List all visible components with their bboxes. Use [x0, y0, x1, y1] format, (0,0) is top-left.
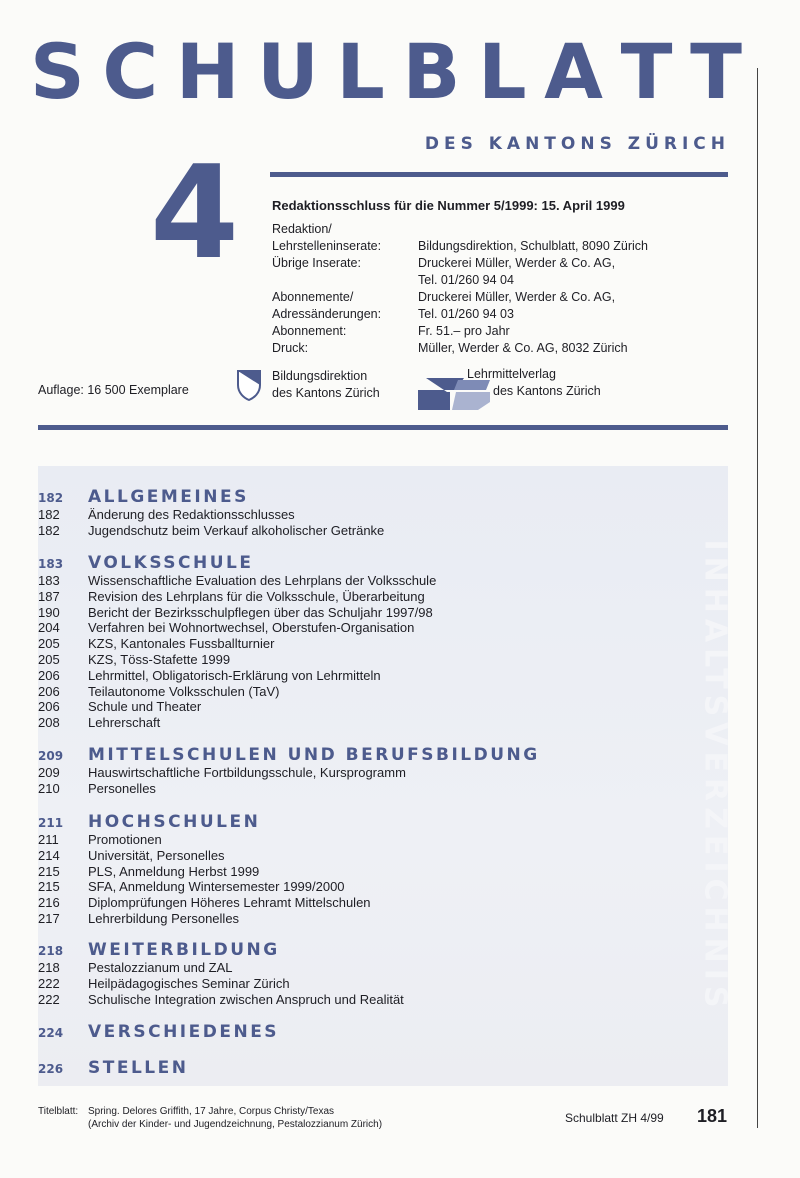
toc-entry-page: 218: [38, 960, 60, 975]
toc-entry-text: Bericht der Bezirksschulpflegen über das Schuljahr 1997/98: [88, 604, 433, 620]
toc-entry: [38, 668, 381, 684]
toc-entry-text: Schule und Theater: [88, 699, 202, 715]
lehrmittelverlag-label: [467, 366, 601, 400]
toc-section-page: 224: [38, 1026, 64, 1040]
toc-entry: [38, 684, 280, 700]
toc-section-heading: [38, 940, 280, 960]
toc-entry: [38, 864, 259, 880]
masthead-letter: U: [257, 27, 319, 116]
toc-entry-page: 210: [38, 780, 60, 796]
toc-section-title: HOCHSCHULEN: [88, 812, 261, 832]
toc-entry: [38, 848, 225, 864]
info-label: Übrige Inserate:: [272, 256, 361, 270]
masthead-letter: S: [30, 27, 85, 116]
toc-entry-text: Hauswirtschaftliche Fortbildungsschule, Kursprogramm: [88, 765, 406, 780]
toc-entry-page: 204: [38, 620, 60, 636]
toc-section-page: 209: [38, 749, 64, 763]
toc-entry: [38, 620, 414, 636]
toc-section-page: 183: [38, 557, 64, 571]
canton-shield-icon: [236, 369, 262, 401]
toc-entry-text: Lehrerbildung Personelles: [88, 911, 240, 926]
toc-section-page: 211: [38, 816, 64, 830]
toc-section-heading: [38, 1058, 188, 1078]
bildungsdirektion-line2: des Kantons Zürich: [272, 386, 380, 400]
toc-entry: [38, 832, 162, 848]
toc-entry-text: Änderung des Redaktionsschlusses: [88, 507, 295, 522]
toc-entry: [38, 589, 425, 605]
toc-entry-page: 206: [38, 667, 60, 683]
toc-entry-text: Universität, Personelles: [88, 847, 225, 863]
toc-section-heading: [38, 1022, 279, 1042]
toc-entry-page: 222: [38, 975, 60, 991]
toc-entry-text: Teilautonome Volksschulen (TaV): [88, 683, 280, 699]
toc-vertical-title-text: INHALTSVERZEICHNIS: [697, 538, 733, 1014]
masthead-letter: L: [336, 27, 385, 116]
toc-entry-page: 209: [38, 765, 60, 780]
masthead-title: [30, 27, 742, 126]
toc-entry: [38, 976, 290, 992]
toc-entry: [38, 879, 345, 895]
toc-entry: [38, 652, 230, 668]
masthead-letter: H: [175, 27, 240, 116]
toc-entry-page: 215: [38, 863, 60, 879]
toc-entry: [38, 992, 404, 1008]
toc-section-heading: [38, 553, 254, 573]
masthead-letter: L: [478, 27, 527, 116]
toc-entry-page: 206: [38, 699, 60, 715]
toc-entry-page: 208: [38, 715, 60, 731]
masthead-subtitle: DES KANTONS ZÜRICH: [424, 134, 730, 154]
info-label: Lehrstelleninserate:: [272, 239, 382, 253]
editorial-deadline: Redaktionsschluss für die Nummer 5/1999: 15. April 1999: [272, 198, 625, 213]
info-label: Druck:: [272, 341, 309, 355]
toc-entry-text: Heilpädagogisches Seminar Zürich: [88, 975, 290, 991]
info-value: Bildungsdirektion, Schulblatt, 8090 Zürich: [418, 239, 648, 253]
toc-entry-text: Revision des Lehrplans für die Volksschule, Überarbeitung: [88, 588, 425, 604]
toc-entry: [38, 636, 274, 652]
toc-entry: [38, 507, 295, 523]
toc-entry-text: KZS, Töss-Stafette 1999: [88, 652, 231, 667]
toc-entry-page: 205: [38, 652, 60, 667]
toc-entry-page: 190: [38, 604, 60, 620]
toc-section-page: 182: [38, 491, 64, 505]
toc-section-heading: [38, 745, 540, 765]
masthead-letter: T: [690, 27, 742, 116]
cover-credit: [38, 1105, 382, 1131]
toc-entry-text: Promotionen: [88, 832, 162, 847]
info-label: Adressänderungen:: [272, 307, 382, 321]
toc-entry: [38, 960, 233, 976]
info-label: Abonnemente/: [272, 290, 354, 304]
info-label: Abonnement:: [272, 324, 347, 338]
issue-number: 4: [150, 139, 240, 288]
toc-entry-page: 183: [38, 573, 60, 588]
toc-entry: [38, 765, 406, 781]
issue-reference: Schulblatt ZH 4/99: [565, 1111, 664, 1125]
toc-entry-text: KZS, Kantonales Fussballturnier: [88, 636, 275, 652]
toc-entry-page: 206: [38, 683, 60, 699]
info-value: Müller, Werder & Co. AG, 8032 Zürich: [418, 341, 628, 355]
toc-section-title: WEITERBILDUNG: [88, 940, 280, 960]
toc-entry-text: Verfahren bei Wohnortwechsel, Oberstufen-Organisation: [88, 620, 415, 636]
toc-entry-page: 187: [38, 588, 60, 604]
toc-entry-text: Lehrerschaft: [88, 715, 161, 731]
toc-entry: [38, 911, 239, 927]
cover-credit-line2: (Archiv der Kinder- und Jugendzeichnung, Pestalozzianum Zürich): [88, 1119, 383, 1130]
toc-entry-text: PLS, Anmeldung Herbst 1999: [88, 863, 260, 879]
toc-entry-page: 182: [38, 507, 60, 522]
toc-entry-text: Pestalozzianum und ZAL: [88, 960, 233, 975]
toc-entry-page: 182: [38, 522, 60, 538]
info-value: Tel. 01/260 94 03: [418, 307, 514, 321]
toc-entry: [38, 699, 201, 715]
print-run: Auflage: 16 500 Exemplare: [38, 383, 189, 397]
info-value: Tel. 01/260 94 04: [418, 273, 514, 287]
masthead-letter: T: [620, 27, 673, 116]
toc-section-title: STELLEN: [88, 1058, 189, 1078]
toc-entry: [38, 605, 433, 621]
toc-section-title: ALLGEMEINES: [88, 487, 249, 507]
cover-credit-line1: Spring. Delores Griffith, 17 Jahre, Corpus Christy/Texas: [88, 1106, 335, 1117]
toc-entry-text: Wissenschaftliche Evaluation des Lehrplans der Volksschule: [88, 573, 437, 588]
info-value: Druckerei Müller, Werder & Co. AG,: [418, 290, 616, 304]
toc-entry-text: Lehrmittel, Obligatorisch-Erklärung von Lehrmitteln: [88, 667, 381, 683]
toc-entry-text: SFA, Anmeldung Wintersemester 1999/2000: [88, 879, 345, 895]
toc-entry-text: Diplomprüfungen Höheres Lehramt Mittelschulen: [88, 895, 371, 911]
toc-entry: [38, 523, 384, 539]
toc-entry-page: 205: [38, 636, 60, 652]
masthead-rule: [270, 172, 728, 177]
toc-section-page: 218: [38, 944, 64, 958]
toc-section-heading: [38, 812, 260, 832]
toc-entry-text: Schulische Integration zwischen Anspruch und Realität: [88, 991, 404, 1007]
lehrmittelverlag-line2: des Kantons Zürich: [493, 384, 601, 398]
toc-entry-page: 216: [38, 895, 60, 911]
bildungsdirektion-line1: Bildungsdirektion: [272, 369, 368, 383]
toc-entry: [38, 781, 156, 797]
masthead-letter: C: [102, 27, 159, 116]
header-bottom-rule: [38, 425, 728, 430]
toc-section-title: VERSCHIEDENES: [88, 1022, 280, 1042]
page-number: 181: [697, 1106, 728, 1126]
masthead-letter: A: [544, 27, 603, 116]
toc-entry: [38, 895, 371, 911]
right-margin-line: [757, 68, 758, 1128]
toc-entry-page: 222: [38, 991, 60, 1007]
info-label: Redaktion/: [272, 222, 332, 236]
toc-section-heading: [38, 487, 249, 507]
toc-entry: [38, 573, 436, 589]
toc-section-title: MITTELSCHULEN UND BERUFSBILDUNG: [88, 745, 540, 765]
toc-vertical-title: [697, 466, 733, 1086]
toc-entry-page: 215: [38, 879, 60, 895]
toc-entry-page: 217: [38, 911, 60, 926]
toc-entry-text: Personelles: [88, 780, 156, 796]
toc-section-title: VOLKSSCHULE: [88, 553, 254, 573]
lehrmittelverlag-line1: Lehrmittelverlag: [467, 367, 556, 381]
toc-entry-text: Jugendschutz beim Verkauf alkoholischer Getränke: [88, 522, 385, 538]
masthead-letter: B: [402, 27, 461, 116]
info-value: Druckerei Müller, Werder & Co. AG,: [418, 256, 616, 270]
toc-entry: [38, 715, 160, 731]
toc-entry-page: 214: [38, 847, 60, 863]
toc-entry-page: 211: [38, 832, 59, 847]
toc-section-page: 226: [38, 1062, 64, 1076]
info-value: Fr. 51.– pro Jahr: [418, 324, 510, 338]
cover-credit-label: Titelblatt:: [38, 1106, 79, 1117]
bildungsdirektion-label: [272, 368, 380, 402]
